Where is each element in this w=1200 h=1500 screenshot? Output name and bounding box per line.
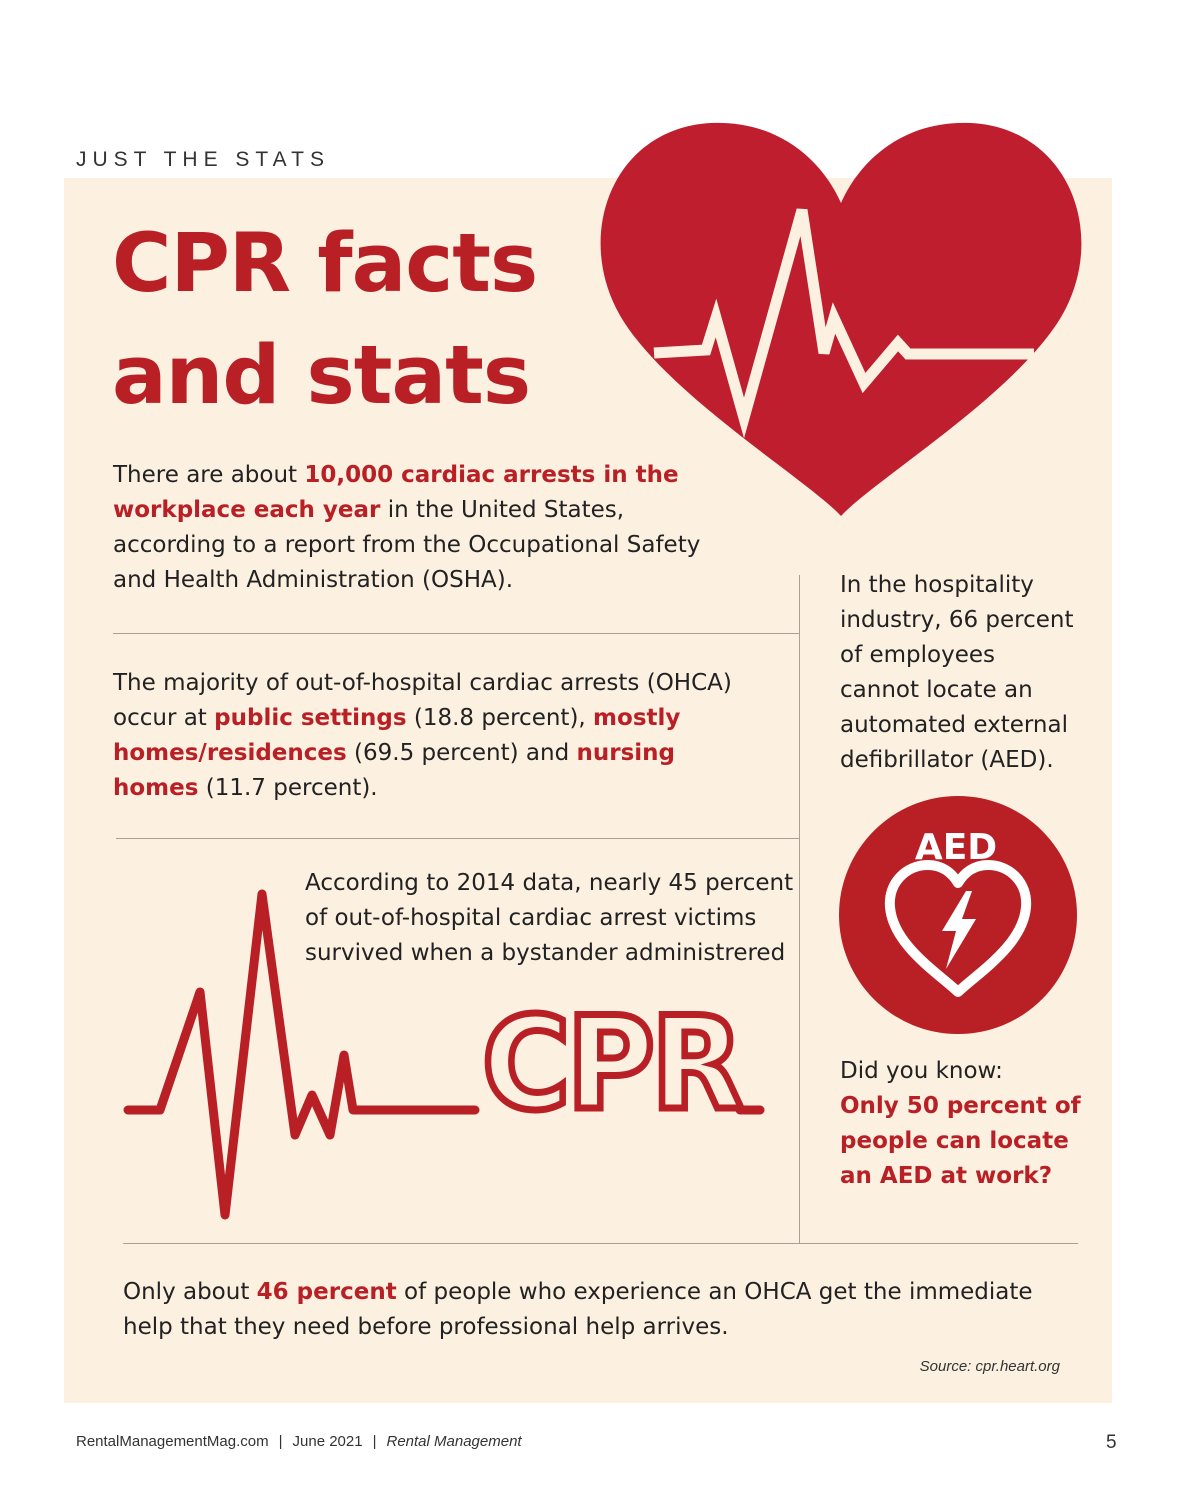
footer-separator: | [278,1433,283,1450]
stat2-text: (69.5 percent) and [346,740,577,766]
ecg-line-icon [120,880,770,1220]
stat-immediate-help [123,1275,1083,1345]
title-line-1: CPR facts [112,217,538,311]
page-title [112,208,632,432]
divider [113,633,800,634]
page-footer [76,1433,522,1450]
did-you-know [840,1054,1090,1194]
stat4-highlight: 46 percent [256,1279,397,1305]
stat2-highlight-homes: mostly homes/residences [113,705,681,766]
aed-label: AED [914,827,998,868]
stat2-highlight-public: public settings [214,705,407,731]
stat2-text: The majority of out-of-hospital cardiac arrests (OHCA) occur at [113,670,732,731]
title-line-2: and stats [112,329,531,423]
stat4-text-end: of people who experience an OHCA get the immediate help that they need before professional help arrives. [123,1279,1033,1340]
did-you-know-label: Did you know: [840,1058,1003,1084]
stat1-highlight: 10,000 cardiac arrests in the workplace each year [113,462,679,523]
stat2-text: (11.7 percent). [198,775,378,801]
stat1-text-end: in the United States, according to a report from the Occupational Safety and Health Administration (OSHA). [113,497,701,593]
page-number: 5 [1106,1432,1117,1453]
footer-separator: | [372,1433,377,1450]
stat1-text: There are about [113,462,305,488]
footer-site: RentalManagementMag.com [76,1433,269,1450]
stat4-text: Only about [123,1279,257,1305]
footer-magazine: Rental Management [386,1433,522,1450]
source-citation: Source: cpr.heart.org [919,1358,1060,1375]
divider [116,838,800,839]
stat-workplace-arrests [113,458,733,598]
footer-date: June 2021 [292,1433,363,1450]
section-kicker: JUST THE STATS [76,148,330,171]
cpr-outline-word: CPR [482,990,742,1139]
stat-bystander-cpr: According to 2014 data, nearly 45 percent of out-of-hospital cardiac arrest victims survived when a bystander administrered [305,870,794,966]
did-you-know-highlight: Only 50 percent of people can locate an AED at work? [840,1093,1081,1189]
stat2-text: (18.8 percent), [406,705,594,731]
stat-ohca-locations [113,666,743,806]
stat2-highlight-nursing: nursing homes [113,740,675,801]
stat-hospitality-aed: In the hospitality industry, 66 percent of employees cannot locate an automated external defibrillator (AED). [840,572,1074,773]
divider [123,1243,1078,1244]
aed-heart-icon [838,795,1078,1035]
column-divider [799,575,800,1243]
